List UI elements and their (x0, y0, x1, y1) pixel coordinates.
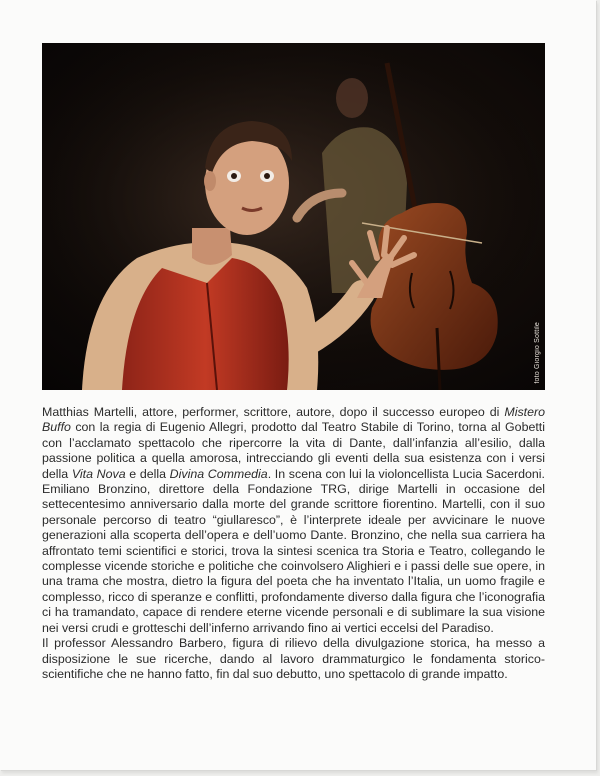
article-paragraph-2: Il professor Alessandro Barbero, figura di rilievo della divulgazione storica, ha messo a disposizione le sue ricerche, dando al lavoro drammaturgico le fondamenta storico-scientifiche che ne hanno fatto, fin dal suo debutto, uno spettacolo di grande impatto. (42, 636, 545, 681)
photo-credit: foto Giorgio Sottile (534, 322, 541, 384)
text-run: . In scena con lui la violoncellista Lucia Sacerdoni. Emiliano Bronzino, direttore della Fondazione TRG, dirige Martelli in occasione del settecentesimo anniversario dalla morte del grande scrittore fiorentino. Martelli, con il suo personale percorso di teatro “giullaresco”, è l’interprete ideale per avvicinare le nuove generazioni alla scoperta dell’opera e dell’uomo Dante. Bronzino, che nella sua carriera ha affrontato temi scientifici e storici, trova la sintesi scenica tra Storia e Teatro, collegando le complesse vicende storiche e politiche che coinvolsero Alighieri e i passi delle sue opere, in una trama che mostra, dietro la figura del poeta che ha inventato l’Italia, un uomo fragile e complesso, ricco di speranze e conflitti, profondamente diverso dalla figura che l’iconografia ci ha tramandato, capace di rendere eterne vicende personali e di sublimare la sua visione nei versi crudi e grotteschi dell’inferno arrivando fino ai vertici eccelsi del Paradiso. (42, 466, 545, 635)
article-body (42, 405, 545, 682)
text-run: e della (125, 466, 170, 481)
article-paragraph-1 (42, 405, 545, 636)
title-mistero-buffo: Mistero Buffo (42, 405, 545, 435)
title-divina-commedia: Divina Commedia (169, 466, 268, 481)
text-run: Matthias Martelli, attore, performer, scrittore, autore, dopo il successo europeo di (42, 405, 505, 419)
title-vita-nova: Vita Nova (71, 466, 126, 481)
stage-photo (42, 43, 545, 390)
text-run: con la regia di Eugenio Allegri, prodotto dal Teatro Stabile di Torino, torna al Gobetti con l’acclamato spettacolo che ripercorre la vita di Dante, dall’infanzia all’esilio, dalla passione politica a quella amorosa, intrecciando gli eventi della sua esistenza con i versi della (42, 420, 545, 481)
stage-photo-illustration (42, 43, 545, 390)
